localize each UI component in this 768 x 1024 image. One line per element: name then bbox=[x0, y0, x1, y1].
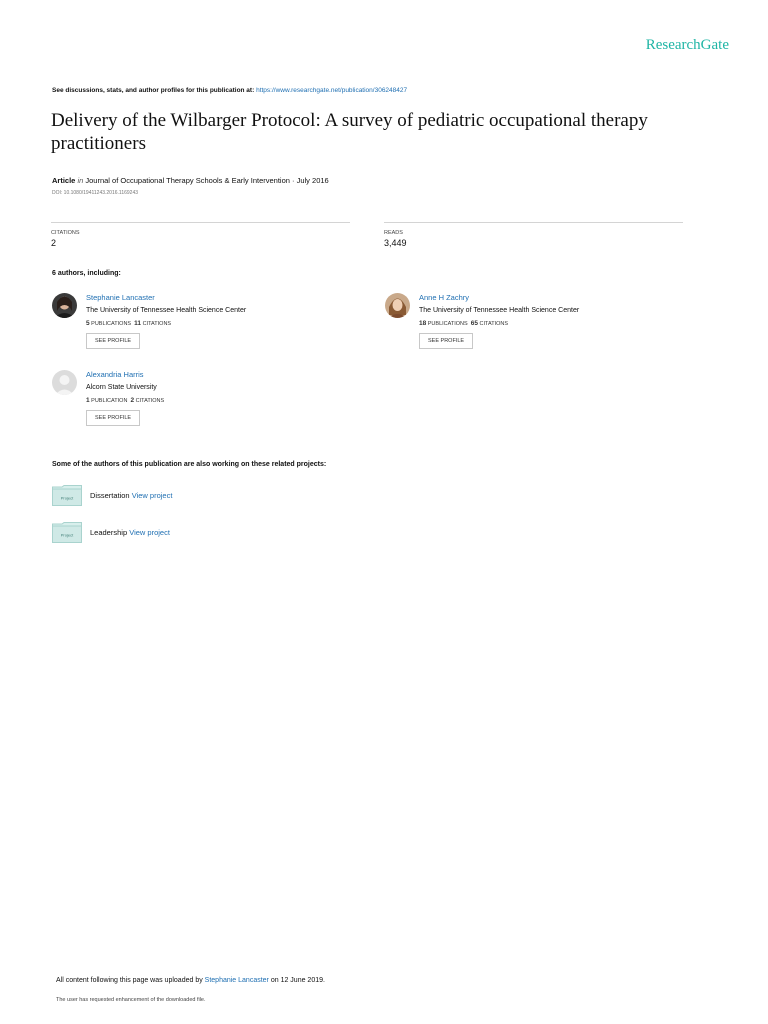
project-icon-label: Project bbox=[60, 532, 74, 538]
citations-count: 2 bbox=[130, 397, 135, 404]
author-name-link[interactable]: Stephanie Lancaster bbox=[86, 293, 155, 302]
citations-stat bbox=[51, 222, 350, 253]
publications-count: 18 bbox=[419, 320, 427, 327]
discussions-lead: See discussions, stats, and author profiles for this publication at: bbox=[52, 87, 255, 94]
project-name: Leadership bbox=[90, 528, 128, 537]
citations-count: 65 bbox=[470, 320, 478, 327]
researchgate-logo[interactable]: ResearchGate bbox=[645, 37, 729, 53]
project-text bbox=[90, 491, 172, 500]
project-icon-label: Project bbox=[60, 495, 74, 501]
publications-label: PUBLICATION bbox=[91, 398, 128, 404]
author-institution: The University of Tennessee Health Science Center bbox=[86, 307, 247, 314]
doi: DOI: 10.1080/19411243.2016.1169243 bbox=[52, 190, 139, 196]
project-folder-icon bbox=[52, 485, 82, 506]
uploaded-prefix: All content following this page was uploaded by bbox=[56, 977, 203, 984]
author-info bbox=[419, 293, 679, 349]
avatar[interactable] bbox=[52, 293, 77, 318]
authors-heading: 6 authors, including: bbox=[52, 270, 121, 277]
citations-count: 11 bbox=[134, 320, 142, 327]
uploaded-suffix: on 12 June 2019. bbox=[270, 977, 325, 984]
uploader-link[interactable]: Stephanie Lancaster bbox=[204, 977, 269, 984]
project-folder-icon bbox=[52, 522, 82, 543]
author-stats bbox=[86, 397, 346, 404]
publications-count: 1 bbox=[86, 397, 90, 404]
citations-value: 2 bbox=[51, 238, 57, 248]
author-info bbox=[86, 370, 346, 426]
avatar[interactable] bbox=[385, 293, 410, 318]
projects-heading: Some of the authors of this publication are also working on these related projects: bbox=[52, 461, 327, 468]
citations-label: CITATIONS bbox=[479, 321, 509, 327]
author-institution: The University of Tennessee Health Science Center bbox=[419, 307, 580, 314]
author-info bbox=[86, 293, 346, 349]
publications-count: 5 bbox=[86, 320, 90, 327]
project-name: Dissertation bbox=[90, 491, 130, 500]
author-institution: Alcorn State University bbox=[86, 384, 157, 391]
citations-label: CITATIONS bbox=[135, 398, 165, 404]
author-stats bbox=[86, 320, 346, 327]
see-profile-button[interactable]: SEE PROFILE bbox=[86, 410, 140, 426]
publications-label: PUBLICATIONS bbox=[427, 321, 468, 327]
author-stats bbox=[419, 320, 679, 327]
see-profile-button[interactable]: SEE PROFILE bbox=[86, 333, 140, 349]
article-kind: Article bbox=[52, 176, 76, 185]
citations-label: CITATIONS bbox=[51, 230, 80, 236]
article-in: in bbox=[77, 176, 84, 185]
reads-stat bbox=[384, 222, 683, 253]
article-meta bbox=[52, 176, 329, 185]
view-project-link[interactable]: View project bbox=[131, 491, 173, 500]
reads-value: 3,449 bbox=[384, 238, 407, 248]
publication-title: Delivery of the Wilbarger Protocol: A survey of pediatric occupational therapy practitioners bbox=[51, 110, 648, 154]
discussions-line bbox=[52, 87, 407, 94]
reads-label: READS bbox=[384, 230, 403, 236]
project-text bbox=[90, 528, 170, 537]
see-profile-button[interactable]: SEE PROFILE bbox=[419, 333, 473, 349]
publications-label: PUBLICATIONS bbox=[91, 321, 132, 327]
uploaded-by-line bbox=[56, 977, 325, 984]
author-name-link[interactable]: Anne H Zachry bbox=[419, 293, 470, 302]
publication-url-link[interactable]: https://www.researchgate.net/publication/306248427 bbox=[256, 87, 408, 94]
citations-label: CITATIONS bbox=[142, 321, 172, 327]
view-project-link[interactable]: View project bbox=[129, 528, 170, 537]
journal-name[interactable]: Journal of Occupational Therapy Schools & Early Intervention · July 2016 bbox=[85, 176, 329, 185]
avatar[interactable] bbox=[52, 370, 77, 395]
enhancement-note: The user has requested enhancement of the downloaded file. bbox=[56, 997, 206, 1003]
author-name-link[interactable]: Alexandria Harris bbox=[86, 370, 144, 379]
